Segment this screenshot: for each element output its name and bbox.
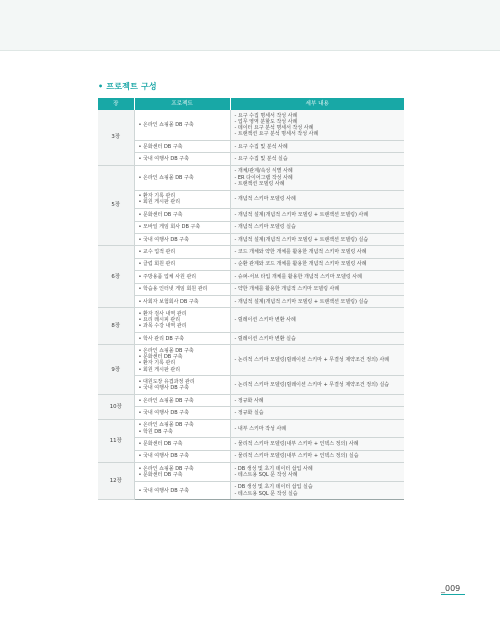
table-body — [98, 110, 404, 500]
project-item: • 온라인 쇼핑몰 DB 구축 — [138, 465, 194, 472]
detail-item: - 요구 수집 및 분석 사례 — [234, 143, 288, 150]
detail-cell — [230, 110, 404, 141]
project-cell — [134, 283, 230, 295]
detail-item: - 요구 수집 명세서 작성 사례 — [234, 112, 298, 119]
project-cell — [134, 407, 230, 419]
project-item: • 학사 관리 DB 구축 — [138, 335, 185, 342]
project-item: • 회원 게시판 관리 — [138, 199, 181, 206]
detail-item: - 개념적 설계(개념적 스키마 모델링 + 트랜잭션 모델링) 실습 — [234, 298, 369, 305]
detail-cell — [230, 395, 404, 407]
chapter-cell: 10장 — [98, 395, 134, 420]
header-chapter: 장 — [98, 98, 134, 110]
project-cell — [134, 308, 230, 333]
project-item: • 문화센터 DB 구축 — [138, 354, 183, 361]
project-item: • 국내 여행사 DB 구축 — [138, 236, 189, 243]
detail-item: - 정규화 사례 — [234, 397, 264, 404]
table-row — [98, 246, 404, 258]
detail-cell — [230, 295, 404, 307]
table-row — [98, 481, 404, 500]
project-cell — [134, 419, 230, 438]
detail-cell — [230, 271, 404, 283]
detail-item: - 개체/관계/속성 식별 사례 — [234, 168, 293, 175]
project-cell — [134, 333, 230, 345]
chapter-cell: 12장 — [98, 463, 134, 500]
detail-cell — [230, 233, 404, 245]
detail-cell — [230, 141, 404, 153]
chapter-cell: 6장 — [98, 246, 134, 308]
detail-item: - 데이터 요구 분석 명세서 작성 사례 — [234, 125, 314, 131]
detail-item: - 물리적 스키마 모델링(내부 스키마 + 인덱스 정의) 사례 — [234, 441, 359, 448]
detail-item: - DB 생성 및 초기 데이터 삽입 실습 — [234, 484, 313, 491]
project-item: • 회원 게시판 관리 — [138, 366, 181, 373]
project-item: • 요리 레시피 관리 — [138, 317, 181, 324]
project-item: • 환자 기록 관리 — [138, 360, 176, 367]
detail-item: - 테스트용 SQL 문 작성 실습 — [234, 490, 298, 497]
detail-item: - 논리적 스키마 모델링(릴레이션 스키마 + 무결성 제약조건 정의) 실습 — [234, 382, 390, 389]
project-cell — [134, 190, 230, 209]
project-cell — [134, 221, 230, 233]
detail-cell — [230, 308, 404, 333]
detail-item: - 개념적 스키마 모델링 사례 — [234, 196, 296, 203]
project-cell — [134, 110, 230, 141]
detail-item: - 슈퍼-서브 타입 개체를 활용한 개념적 스키마 모델링 사례 — [234, 273, 362, 280]
project-cell — [134, 395, 230, 407]
detail-item: - 개념적 스키마 모델링 실습 — [234, 224, 296, 231]
project-cell — [134, 246, 230, 258]
project-cell — [134, 233, 230, 245]
project-item: • 온라인 쇼핑몰 DB 구축 — [138, 121, 194, 128]
table-row — [98, 258, 404, 270]
project-cell — [134, 141, 230, 153]
detail-cell — [230, 283, 404, 295]
header-detail: 세부 내용 — [230, 98, 404, 110]
detail-cell — [230, 165, 404, 190]
detail-cell — [230, 419, 404, 438]
project-item: • 문화센터 DB 구축 — [138, 472, 183, 479]
chapter-cell: 11장 — [98, 419, 134, 462]
detail-cell — [230, 258, 404, 270]
chapter-cell: 5장 — [98, 165, 134, 246]
table-row — [98, 419, 404, 438]
detail-item: - 개념적 설계(개념적 스키마 모델링 + 트랜잭션 모델링) 실습 — [234, 236, 369, 243]
detail-cell — [230, 376, 404, 395]
project-item: • 국내 여행사 DB 구축 — [138, 155, 189, 162]
table-row — [98, 376, 404, 395]
project-item: • 환자 기록 관리 — [138, 193, 176, 200]
project-cell — [134, 209, 230, 221]
project-item: • 온라인 쇼핑몰 DB 구축 — [138, 174, 194, 181]
project-structure-table — [98, 98, 404, 500]
page-number-underline — [441, 594, 465, 595]
section-title: • 프로젝트 구성 — [98, 82, 157, 91]
table-row — [98, 153, 404, 165]
chapter-cell: 9장 — [98, 345, 134, 395]
detail-item: - DB 생성 및 초기 데이터 삽입 사례 — [234, 465, 313, 472]
project-item: • 사회자 보험회사 DB 구축 — [138, 298, 199, 305]
header-project: 프로젝트 — [134, 98, 230, 110]
detail-item: - 정규화 실습 — [234, 410, 264, 417]
project-cell — [134, 463, 230, 482]
project-item: • 문화센터 DB 구축 — [138, 441, 183, 448]
detail-item: - 내부 스키마 작성 사례 — [234, 425, 287, 432]
table-row — [98, 283, 404, 295]
project-item: • 온라인 쇼핑몰 DB 구축 — [138, 422, 194, 429]
project-cell — [134, 165, 230, 190]
detail-cell — [230, 481, 404, 500]
project-cell — [134, 271, 230, 283]
table-row — [98, 308, 404, 333]
table-row — [98, 165, 404, 190]
detail-item: - 물리적 스키마 모델링(내부 스키마 + 인덱스 정의) 실습 — [234, 453, 359, 460]
header-band — [0, 0, 500, 51]
project-item: • 모바일 게임 회사 DB 구축 — [138, 224, 201, 231]
table-row — [98, 141, 404, 153]
detail-item: - 트랜잭션 요구 분석 명세서 작성 사례 — [234, 131, 319, 138]
detail-cell — [230, 333, 404, 345]
detail-cell — [230, 345, 404, 376]
project-cell — [134, 153, 230, 165]
table-row — [98, 407, 404, 419]
project-item: • 과목 수강 내역 관리 — [138, 323, 187, 330]
project-item: • 국내 여행사 DB 구축 — [138, 487, 189, 494]
detail-item: - 코드 개체와 약한 개체를 활용한 개념적 스키마 모델링 사례 — [234, 248, 367, 255]
project-item: • 교수 업적 관리 — [138, 248, 176, 255]
project-item: • 문화센터 DB 구축 — [138, 143, 183, 150]
table-row — [98, 295, 404, 307]
project-item: • 국내 여행사 DB 구축 — [138, 385, 189, 392]
project-item: • 문화센터 DB 구축 — [138, 211, 183, 218]
table-row — [98, 209, 404, 221]
project-item: • 주방용품 업체 사원 관리 — [138, 273, 197, 280]
project-item: • 온라인 쇼핑몰 DB 구축 — [138, 348, 194, 355]
project-item: • 클럽 회원 관리 — [138, 261, 176, 268]
project-cell — [134, 438, 230, 450]
table-row — [98, 110, 404, 141]
table-row — [98, 333, 404, 345]
project-item: • 학원 DB 구축 — [138, 428, 173, 435]
table-row — [98, 450, 404, 462]
detail-item: - 약한 개체를 활용한 개념적 스키마 모델링 사례 — [234, 286, 340, 293]
detail-cell — [230, 190, 404, 209]
detail-item: - 개념적 설계(개념적 스키마 모델링 + 트랜잭션 모델링) 사례 — [234, 211, 369, 218]
detail-cell — [230, 153, 404, 165]
table-row — [98, 233, 404, 245]
table-row — [98, 271, 404, 283]
detail-item: - 업무 영역 분할도 작성 사례 — [234, 118, 298, 125]
detail-item: - ER 다이어그램 작성 사례 — [234, 174, 293, 181]
detail-item: - 순환 관계와 코드 개체를 활용한 개념적 스키마 모델링 사례 — [234, 261, 367, 268]
project-item: • 국내 여행사 DB 구축 — [138, 453, 189, 460]
detail-cell — [230, 407, 404, 419]
project-cell — [134, 376, 230, 395]
table-row — [98, 221, 404, 233]
project-item: • 국내 여행사 DB 구축 — [138, 410, 189, 417]
detail-item: - 요구 수집 및 분석 실습 — [234, 155, 288, 162]
project-item: • 온라인 쇼핑몰 DB 구축 — [138, 397, 194, 404]
detail-cell — [230, 221, 404, 233]
table-header-row — [98, 98, 404, 110]
detail-cell — [230, 246, 404, 258]
chapter-cell: 8장 — [98, 308, 134, 345]
table-row — [98, 345, 404, 376]
project-cell — [134, 258, 230, 270]
project-cell — [134, 345, 230, 376]
chapter-cell: 3장 — [98, 110, 134, 165]
detail-item: - 트랜잭션 모델링 사례 — [234, 180, 285, 187]
table-row — [98, 395, 404, 407]
project-item: • 환자 검사 내역 관리 — [138, 310, 187, 317]
project-cell — [134, 450, 230, 462]
detail-cell — [230, 209, 404, 221]
detail-cell — [230, 450, 404, 462]
detail-cell — [230, 463, 404, 482]
detail-item: - 릴레이션 스키마 변환 실습 — [234, 335, 296, 342]
table-row — [98, 438, 404, 450]
project-item: • 학습용 인터넷 게임 회원 관리 — [138, 286, 208, 293]
detail-cell — [230, 438, 404, 450]
project-cell — [134, 481, 230, 500]
detail-item: - 테스트용 SQL 문 작성 사례 — [234, 472, 298, 479]
page-number: _009 — [441, 584, 461, 593]
detail-item: - 논리적 스키마 모델링(릴레이션 스키마 + 무결성 제약조건 정의) 사례 — [234, 357, 390, 364]
detail-item: - 릴레이션 스키마 변환 사례 — [234, 317, 296, 324]
table-row — [98, 463, 404, 482]
project-cell — [134, 295, 230, 307]
table-row — [98, 190, 404, 209]
project-item: • 대원도장 유겹과정 관리 — [138, 379, 195, 386]
